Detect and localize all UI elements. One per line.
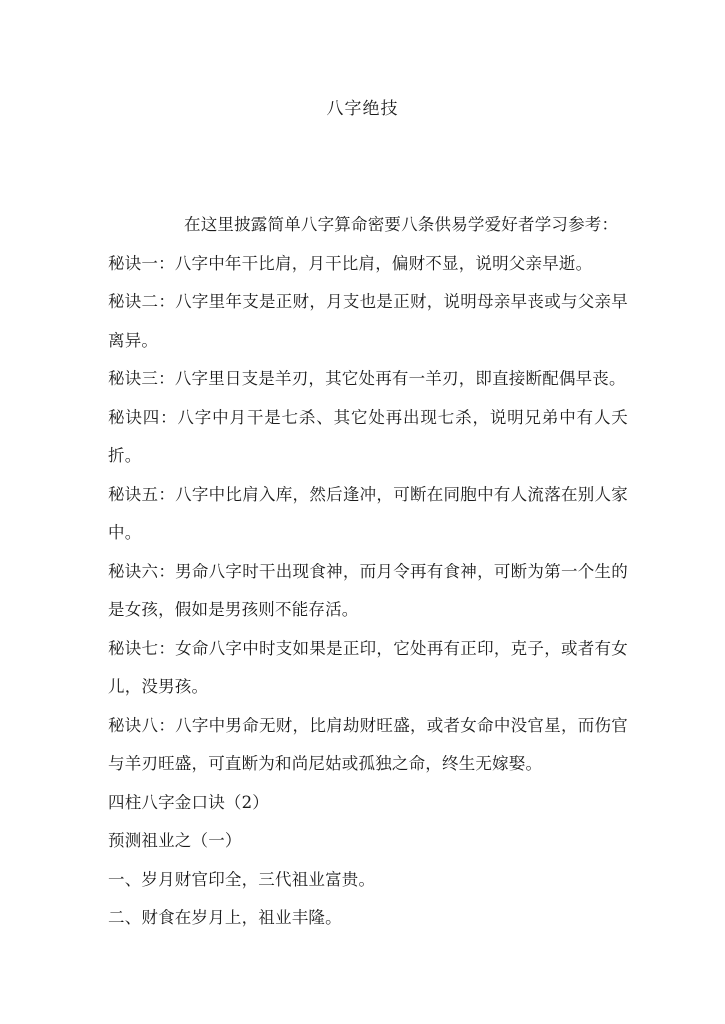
secret-5-paragraph: 秘诀五：八字中比肩入库，然后逢冲，可断在同胞中有人流落在别人家中。 (108, 484, 628, 542)
rule-1-paragraph: 一、岁月财官印全，三代祖业富贵。 (108, 869, 376, 889)
secret-8-paragraph: 秘诀八：八字中男命无财，比肩劫财旺盛，或者女命中没官星，而伤官与羊刃旺盛，可直断为和尚尼姑或孤独之命，终生无嫁娶。 (108, 715, 628, 773)
section-heading: 四柱八字金口诀（2） (108, 792, 269, 812)
secret-3-paragraph: 秘诀三：八字里日支是羊刃，其它处再有一羊刃，即直接断配偶早丧。 (108, 369, 626, 388)
secret-7-paragraph: 秘诀七：女命八字中时支如果是正印，它处再有正印，克子，或者有女儿，没男孩。 (108, 638, 628, 696)
secret-6-paragraph: 秘诀六：男命八字时干出现食神，而月令再有食神，可断为第一个生的是女孩，假如是男孩则不能存活。 (108, 561, 628, 619)
subsection-heading: 预测祖业之（一） (108, 831, 242, 850)
secret-4-paragraph: 秘诀四：八字中月干是七杀、其它处再出现七杀，说明兄弟中有人夭折。 (108, 407, 628, 465)
secret-2-paragraph: 秘诀二：八字里年支是正财，月支也是正财，说明母亲早丧或与父亲早离异。 (108, 292, 628, 350)
document-body (108, 206, 628, 938)
intro-paragraph: 在这里披露简单八字算命密要八条供易学爱好者学习参考： (184, 215, 619, 234)
rule-2-paragraph: 二、财食在岁月上，祖业丰隆。 (108, 908, 342, 927)
document-title: 八字绝技 (326, 99, 399, 119)
secret-1-paragraph: 秘诀一：八字中年干比肩，月干比肩，偏财不显，说明父亲早逝。 (108, 253, 593, 273)
